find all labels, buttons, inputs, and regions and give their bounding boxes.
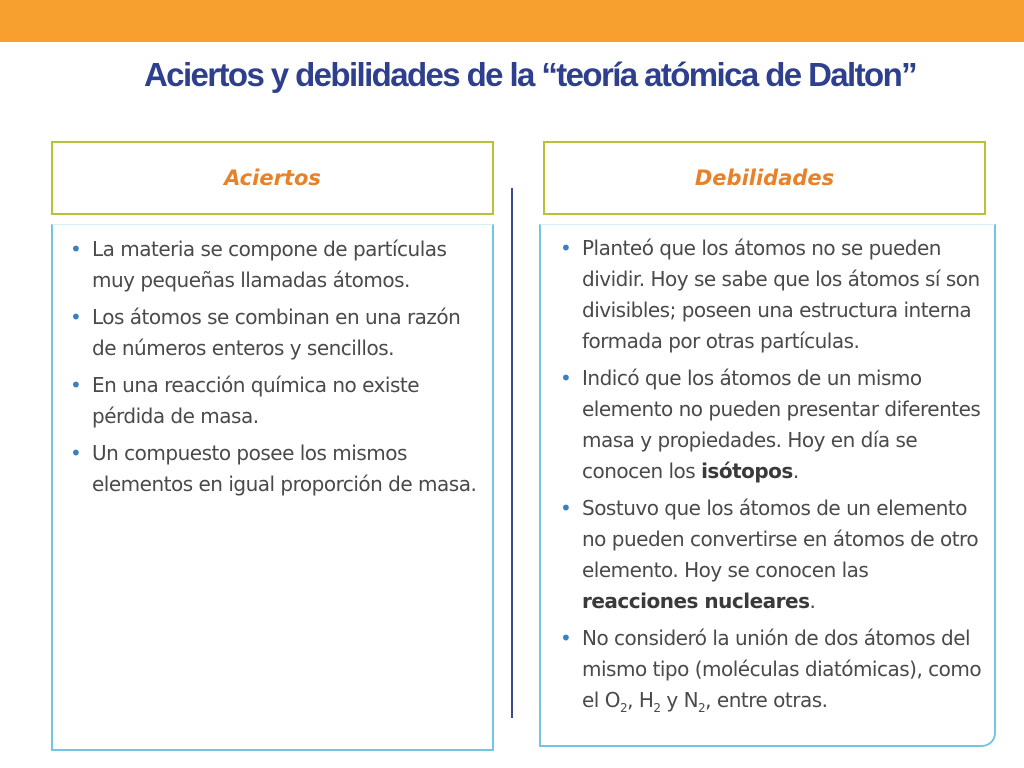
bullet-icon: • <box>70 305 82 329</box>
list-item <box>555 623 987 716</box>
bullet-icon: • <box>560 366 572 390</box>
aciertos-heading-label: Aciertos <box>224 166 321 190</box>
list-item <box>65 438 485 500</box>
list-item-end: , entre otras. <box>705 688 828 712</box>
list-item-text: Los átomos se combinan en una razón de números enteros y sencillos. <box>92 305 461 360</box>
bullet-icon: • <box>560 626 572 650</box>
list-item-text: En una reacción química no existe pérdida de masa. <box>92 373 420 428</box>
list-item <box>65 234 485 296</box>
aciertos-content-box <box>51 224 494 751</box>
list-item-text: Sostuvo que los átomos de un elemento no pueden convertirse en átomos de otro elemento. Hoy se conocen las <box>582 496 979 582</box>
bullet-icon: • <box>560 496 572 520</box>
aciertos-header <box>51 141 494 215</box>
aciertos-list <box>65 234 485 506</box>
page-title: Aciertos y debilidades de la “teoría atómica de Dalton” <box>143 56 917 93</box>
debilidades-header <box>543 141 986 215</box>
list-item-text-part: , H <box>627 688 654 712</box>
subscript: 2 <box>653 701 661 715</box>
bullet-icon: • <box>560 236 572 260</box>
bullet-icon: • <box>70 373 82 397</box>
debilidades-heading-label: Debilidades <box>694 166 835 190</box>
list-item <box>555 233 987 357</box>
list-item-text: La materia se compone de partículas muy pequeñas llamadas átomos. <box>92 237 447 292</box>
reacciones-nucleares-term: reacciones nucleares <box>582 589 810 613</box>
debilidades-list <box>555 233 987 722</box>
subscript: 2 <box>619 701 628 715</box>
column-divider <box>511 188 513 718</box>
debilidades-content-box <box>539 224 996 747</box>
list-item-end: . <box>792 459 799 483</box>
list-item-text-part: y N <box>660 688 699 712</box>
top-accent-bar <box>0 0 1024 42</box>
list-item-text: Un compuesto posee los mismos elementos en igual proporción de masa. <box>92 441 477 496</box>
isotopos-term: isótopos <box>701 459 793 483</box>
list-item-end: . <box>809 589 816 613</box>
list-item-text: Planteó que los átomos no se pueden dividir. Hoy se sabe que los átomos sí son divisibles; poseen una estructura interna formada por otras partículas. <box>582 236 980 353</box>
list-item-text: No consideró la unión de dos átomos del mismo tipo (moléculas diatómicas), como el O <box>582 626 982 712</box>
list-item-text: Indicó que los átomos de un mismo elemento no pueden presentar diferentes masa y propiedades. Hoy en día se conocen los <box>582 366 981 483</box>
list-item <box>555 363 987 487</box>
list-item <box>555 493 987 617</box>
list-item <box>65 302 485 364</box>
subscript: 2 <box>698 701 706 715</box>
bullet-icon: • <box>70 441 82 465</box>
list-item <box>65 370 485 432</box>
bullet-icon: • <box>70 237 82 261</box>
